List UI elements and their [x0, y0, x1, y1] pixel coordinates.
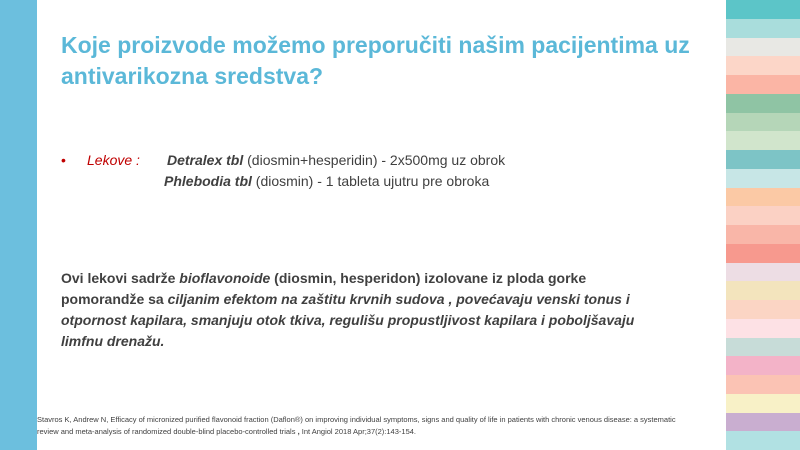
color-stripe	[726, 188, 800, 207]
drug-name: Phlebodia tbl	[164, 173, 252, 189]
bullet-continuation	[61, 171, 701, 192]
color-stripe	[726, 94, 800, 113]
citation-journal: Int Angiol 2018 Apr;37(2):143-154.	[299, 427, 416, 436]
drug-name: Detralex tbl	[167, 152, 244, 168]
bullet-list	[61, 150, 701, 192]
paragraph-text: Ovi lekovi sadrže	[61, 270, 180, 286]
drug-line-detralex	[167, 150, 505, 171]
color-stripe	[726, 56, 800, 75]
paragraph-emphasis: ciljanim efektom na zaštitu krvnih sudova , povećavaju venski tonus i otpornost kapilara, smanjuju otok tkiva, regulišu propustljivost kapilara i poboljšavaju limfnu drenažu.	[61, 291, 635, 349]
color-stripe	[726, 225, 800, 244]
paragraph-text: (diosmin, hesperidon) izolovane iz ploda gorke pomorandže sa	[61, 270, 587, 307]
color-stripe	[726, 38, 800, 57]
color-stripe	[726, 338, 800, 357]
bullet-marker: •	[61, 152, 66, 168]
color-stripe	[726, 413, 800, 432]
color-stripe	[726, 431, 800, 450]
color-stripe	[726, 263, 800, 282]
paragraph-emphasis: bioflavonoide	[179, 270, 271, 286]
color-stripe	[726, 244, 800, 263]
drug-line-phlebodia	[164, 171, 489, 192]
color-stripe	[726, 131, 800, 150]
left-accent-bar	[0, 0, 37, 450]
color-stripe	[726, 300, 800, 319]
color-stripe	[726, 113, 800, 132]
citation-separator: ,	[297, 427, 300, 436]
bullet-label: Lekove :	[87, 152, 140, 168]
color-stripe	[726, 206, 800, 225]
description-paragraph	[61, 268, 671, 352]
decorative-color-stripes	[726, 0, 800, 450]
color-stripe	[726, 319, 800, 338]
citation-text: Stavros K, Andrew N, Efficacy of micronized purified flavonoid fraction (Daflon®) on improving individual symptoms, signs and quality of life in patients with chronic venous disease: a systematic review and meta-analysis of randomized double-blind placebo-controlled trials	[37, 415, 676, 436]
color-stripe	[726, 150, 800, 169]
color-stripe	[726, 19, 800, 38]
color-stripe	[726, 375, 800, 394]
color-stripe	[726, 394, 800, 413]
color-stripe	[726, 356, 800, 375]
color-stripe	[726, 281, 800, 300]
color-stripe	[726, 75, 800, 94]
bullet-item	[61, 150, 701, 171]
color-stripe	[726, 0, 800, 19]
slide-title: Koje proizvode možemo preporučiti našim pacijentima uz antivarikozna sredstva?	[61, 32, 690, 89]
color-stripe	[726, 169, 800, 188]
drug-dosage: (diosmin) - 1 tableta ujutru pre obroka	[251, 173, 490, 189]
drug-dosage: (diosmin+hesperidin) - 2x500mg uz obrok	[243, 152, 506, 168]
reference-citation	[37, 414, 687, 438]
